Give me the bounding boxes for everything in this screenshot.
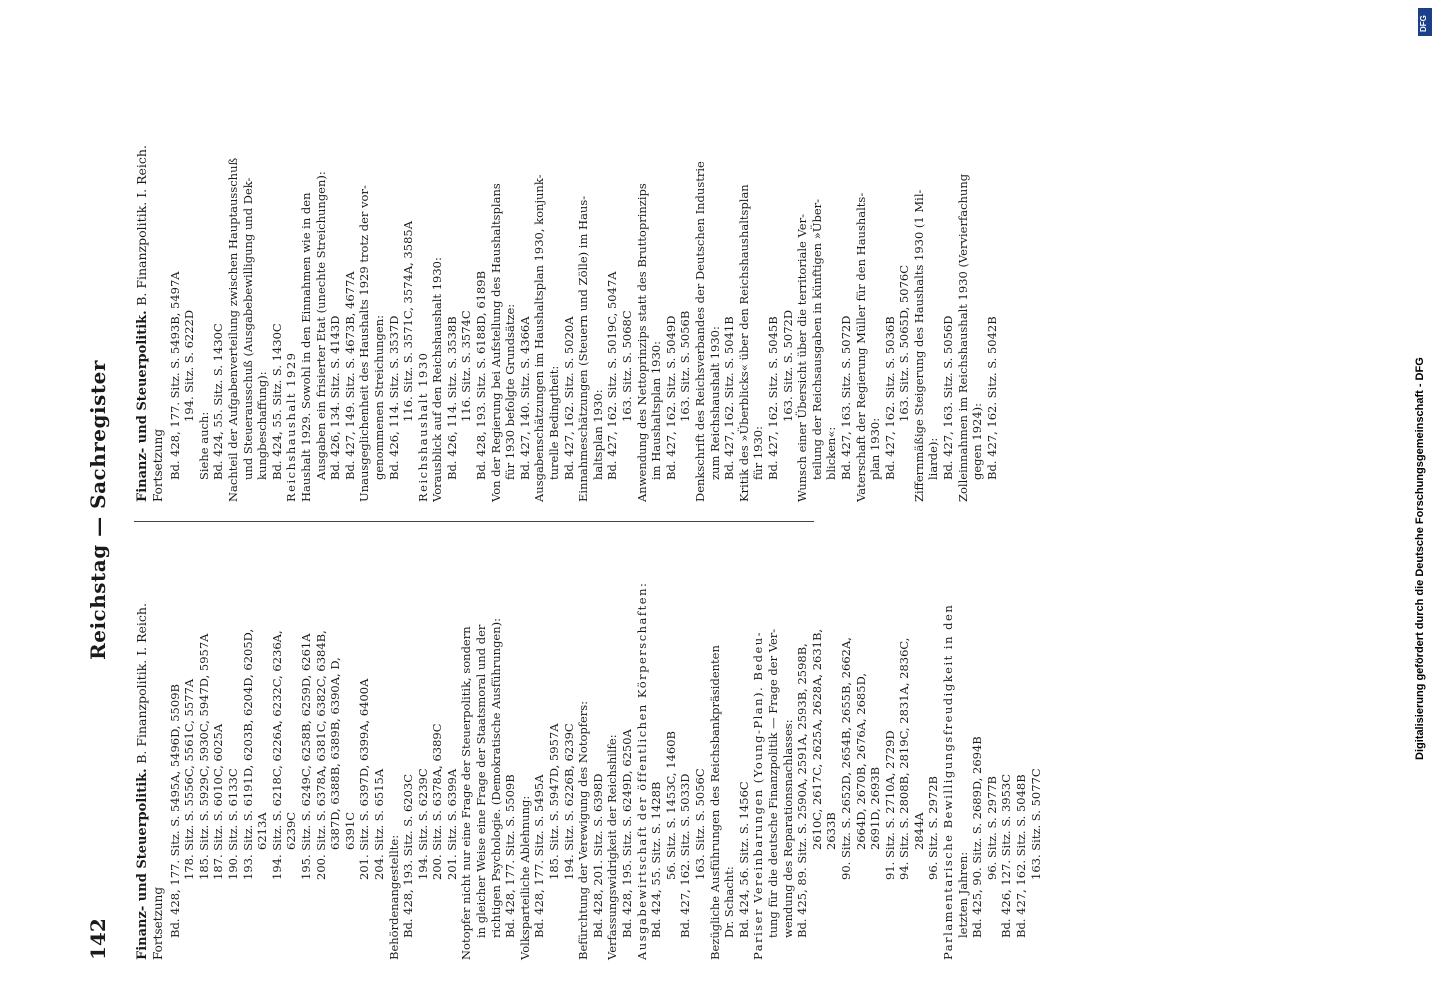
right-index-line: im Haushaltsplan 1930: bbox=[649, 341, 664, 480]
right-index-line: kungbeschaffung): bbox=[255, 371, 270, 480]
left-index-line: 185. Sitz. S. 5947D, 5957A bbox=[547, 723, 562, 880]
right-index-line: Bd. 426, 114. Sitz. S. 3537D bbox=[386, 315, 401, 480]
left-index-line: Bd. 427, 162. Sitz. S. 5033D bbox=[678, 773, 693, 938]
right-index-line: 194. Sitz. S. 6222D bbox=[182, 309, 197, 422]
left-index-line: Bd. 428, 177. Sitz. S. 5495A bbox=[532, 774, 547, 938]
left-index-line: Bd. 428, 201. Sitz. S. 6398D bbox=[590, 773, 605, 938]
left-index-line: wendung des Reparationsnachlasses: bbox=[780, 719, 795, 938]
left-index-line: Bd. 426, 127. Sitz. S. 3953C bbox=[999, 773, 1014, 938]
left-index-line: in gleicher Weise eine Frage der Staatsmoral und der bbox=[474, 624, 489, 938]
right-index-line: genommenen Streichungen: bbox=[371, 315, 386, 480]
right-index-line: Bd. 424, 55. Sitz. S. 1430C bbox=[211, 323, 226, 480]
left-index-line: Pariser Vereinbarungen (Young-Plan). Bedeu- bbox=[751, 630, 766, 960]
page-number: 142 bbox=[86, 918, 110, 960]
left-index-line: 204. Sitz. S. 6515A bbox=[371, 768, 386, 880]
right-index-line: 163. Sitz. S. 5072D bbox=[780, 309, 795, 422]
left-index-line: Verfassungswidrigkeit der Reichshilfe: bbox=[605, 734, 620, 960]
right-index-line: 116. Sitz. S. 3574C bbox=[459, 310, 474, 422]
right-index-line: zum Reichshaushalt 1930: bbox=[707, 326, 722, 480]
left-index-line: 201. Sitz. S. 6397D, 6399A, 6400A bbox=[357, 678, 372, 880]
right-index-line: liarde): bbox=[926, 437, 941, 480]
right-index-line: Bd. 427, 162. Sitz. S. 5042B bbox=[984, 316, 999, 480]
right-index-line: 163. Sitz. S. 5068C bbox=[620, 310, 634, 422]
right-index-line: 163. Sitz. S. 5056B bbox=[678, 310, 693, 422]
left-index-line: Bd. 428, 195. Sitz. S. 6249D, 6250A bbox=[620, 729, 634, 938]
left-index-line: Bd. 428, 193. Sitz. S. 6203C bbox=[401, 773, 416, 938]
right-index-line: Bd. 424, 55. Sitz. S. 1430C bbox=[269, 323, 284, 480]
left-index-line: 200. Sitz. S. 6378A, 6381C, 6382C, 6384B, bbox=[313, 630, 328, 880]
left-index-line: 2691D, 2693B bbox=[868, 766, 883, 850]
right-column bbox=[134, 60, 999, 502]
left-column-heading bbox=[134, 535, 151, 960]
left-index-line: 190. Sitz. S. 6133C bbox=[225, 768, 240, 880]
right-index-line: Bd. 428, 177. Sitz. S. 5493B, 5497A bbox=[167, 271, 182, 480]
right-index-line: Bd. 426, 114. Sitz. S. 3538B bbox=[444, 316, 459, 480]
left-index-line: 163. Sitz. S. 5056C bbox=[692, 768, 707, 880]
right-heading-main: Finanz- und Steuerpolitik. bbox=[135, 310, 150, 502]
column-divider bbox=[134, 521, 814, 522]
right-index-line: turelle Bedingtheit: bbox=[547, 365, 562, 480]
left-index-line: 6391C bbox=[342, 811, 357, 850]
right-index-line: Bd. 426, 134. Sitz. S. 4143D bbox=[328, 315, 343, 480]
right-index-line: Ziffernmäßige Steigerung des Haushalts 1930 (1 Mil- bbox=[911, 189, 926, 502]
left-index-line: 178. Sitz. S. 5556C, 5561C, 5577A bbox=[182, 678, 197, 880]
left-index-line: 201. Sitz. S. 6399A bbox=[444, 768, 459, 880]
left-heading-rest: B. Finanzpolitik. I. Reich. bbox=[134, 603, 149, 764]
dfg-logo-text: DFG bbox=[1419, 15, 1428, 32]
left-index-line: 163. Sitz. S. 5077C bbox=[1028, 768, 1043, 880]
left-index-line: 194. Sitz. S. 6226B, 6239C bbox=[561, 723, 576, 880]
left-index-line: 195. Sitz. S. 6249C, 6258B, 6259D, 6261A bbox=[298, 633, 313, 880]
left-index-line: Bd. 425, 89. Sitz. S. 2590A, 2591A, 2593B, 2598B, bbox=[795, 643, 810, 938]
right-index-line: Kritik des »Überblicks« über den Reichshaushaltsplan bbox=[736, 184, 751, 502]
left-index-line: 6239C bbox=[284, 811, 299, 850]
right-index-line: 116. Sitz. S. 3571C, 3574A, 3585A bbox=[401, 220, 416, 422]
right-index-line: Bd. 427, 162. Sitz. S. 5049D bbox=[663, 315, 678, 480]
right-index-line: und Steuerausschuß (Ausgabebewilligung und Dek- bbox=[240, 177, 255, 480]
left-index-line: 96. Sitz. S. 2977B bbox=[984, 776, 999, 880]
right-index-line: Bd. 427, 149. Sitz. S. 4673B, 4677A bbox=[342, 271, 357, 480]
left-continued-label: Fortsetzung bbox=[151, 887, 165, 960]
left-index-line: 91. Sitz. S. 2710A, 2729D bbox=[882, 730, 897, 880]
right-index-line: Bd. 427, 162. Sitz. S. 5036B bbox=[882, 316, 897, 480]
right-index-line: Zolleinnahmen im Reichshaushalt 1930 (Vervierfachung bbox=[955, 173, 970, 502]
left-heading-main: Finanz- und Steuerpolitik. bbox=[135, 768, 150, 960]
right-index-line: Reichshaushalt 1930 bbox=[415, 351, 430, 502]
left-index-line: Bd. 424, 56. Sitz. S. 1456C bbox=[736, 781, 751, 938]
right-index-line: gegen 1924): bbox=[970, 402, 985, 480]
left-index-line: 96. Sitz. S. 2972B bbox=[926, 776, 941, 880]
left-index-line: Befürchtung der Verewigung des Notopfers: bbox=[576, 700, 591, 960]
right-index-line: Bd. 427, 162. Sitz. S. 5019C, 5047A bbox=[605, 271, 620, 480]
right-index-line: Bd. 427, 163. Sitz. S. 5056D bbox=[941, 315, 956, 480]
scanned-page bbox=[80, 60, 1360, 960]
right-index-line: haltsplan 1930: bbox=[590, 389, 605, 480]
running-head bbox=[80, 60, 120, 960]
right-index-line: Bd. 427, 140. Sitz. S. 4366A bbox=[517, 316, 532, 480]
left-index-line: Bd. 424, 55. Sitz. S. 1428B bbox=[649, 781, 664, 938]
right-index-line: Vorausblick auf den Reichshaushalt 1930: bbox=[430, 257, 445, 502]
right-index-line: Reichshaushalt 1929 bbox=[284, 351, 299, 502]
dfg-logo bbox=[1418, 8, 1432, 36]
right-index-line: Bd. 428, 193. Sitz. S. 6188D, 6189B bbox=[474, 270, 489, 480]
right-index-line: blicken«: bbox=[824, 426, 839, 480]
right-continued-label: Fortsetzung bbox=[151, 429, 165, 502]
right-index-line: teilung der Reichsausgaben in künftigen »Über- bbox=[809, 198, 824, 480]
right-index-line: Unausgeglichenheit des Haushalts 1929 trotz der vor- bbox=[357, 185, 372, 502]
left-index-line: Parlamentarische Bewilligungsfreudigkeit in den bbox=[941, 603, 956, 960]
right-column-heading bbox=[134, 60, 151, 502]
right-index-line: Siehe auch: bbox=[196, 411, 211, 480]
right-index-line: Bd. 427, 163. Sitz. S. 5072D bbox=[838, 315, 853, 480]
left-index-line: 2633B bbox=[824, 812, 839, 850]
right-index-line: Vaterschaft der Regierung Müller für den Haushalts- bbox=[853, 192, 868, 502]
left-column bbox=[134, 535, 1043, 960]
left-index-line: Notopfer nicht nur eine Frage der Steuerpolitik, sondern bbox=[459, 626, 474, 960]
right-index-line: Bd. 427, 162. Sitz. S. 5045B bbox=[765, 316, 780, 480]
right-heading-rest: B. Finanzpolitik. I. Reich. bbox=[134, 145, 149, 306]
right-index-line: Von der Regierung bei Aufstellung des Haushaltsplans bbox=[488, 183, 503, 502]
left-index-line: 200. Sitz. S. 6378A, 6389C bbox=[430, 723, 445, 880]
digitization-note-text: Digitalisierung gefördert durch die Deutsche Forschungsgemeinschaft - DFG bbox=[1414, 357, 1426, 760]
right-index-line: Denkschrift des Reichsverbandes der Deutschen Industrie bbox=[692, 161, 707, 502]
left-index-line: 56. Sitz. S. 1453C, 1460B bbox=[663, 731, 678, 880]
left-index-line: Volksparteiliche Ablehnung: bbox=[517, 795, 532, 960]
digitization-note bbox=[1410, 0, 1432, 1000]
right-entries bbox=[168, 60, 1000, 502]
left-index-line: Bezügliche Ausführungen des Reichsbankpräsidenten bbox=[707, 645, 722, 960]
left-index-line: 6387D, 6388B, 6389B, 6390A, D, bbox=[328, 657, 343, 850]
left-index-line: Ausgabewirtschaft der öffentlichen Körperschaften: bbox=[634, 581, 649, 960]
right-index-line: für 1930 befolgte Grundsätze: bbox=[503, 303, 518, 480]
left-index-line: Bd. 428, 177. Sitz. S. 5495A, 5496D, 5509B bbox=[167, 684, 182, 938]
left-index-line: 194. Sitz. S. 6239C bbox=[415, 768, 430, 880]
left-index-line: letzten Jahren: bbox=[955, 851, 970, 938]
left-index-line: Dr. Schacht: bbox=[722, 866, 737, 938]
left-index-line: tung für die deutsche Finanzpolitik — Frage der Ver- bbox=[765, 628, 780, 938]
right-index-line: Bd. 427, 162. Sitz. S. 5041B bbox=[722, 316, 737, 480]
left-index-line: 2664D, 2670B, 2676A, 2685D, bbox=[853, 672, 868, 850]
left-index-line: 94. Sitz. S. 2808B, 2819C, 2831A, 2836C, bbox=[897, 637, 912, 880]
left-entries bbox=[168, 535, 1044, 960]
left-index-line: Behördenangestellte: bbox=[386, 834, 401, 960]
left-index-line: Bd. 427, 162. Sitz. S. 5048B bbox=[1014, 774, 1029, 938]
left-index-line: 193. Sitz. S. 6191D, 6203B, 6204D, 6205D, bbox=[240, 628, 255, 880]
left-index-line: 185. Sitz. S. 5929C, 5930C, 5947D, 5957A bbox=[196, 633, 211, 880]
right-index-line: Bd. 427, 162. Sitz. S. 5020A bbox=[561, 316, 576, 480]
left-index-line: richtigen Psychologie. (Demokratische Ausführungen): bbox=[488, 617, 503, 938]
left-index-line: Bd. 428, 177. Sitz. S. 5509B bbox=[503, 774, 518, 938]
left-index-line: Bd. 425, 90. Sitz. S. 2689D, 2694B bbox=[970, 736, 985, 938]
running-title: Reichstag — Sachregister bbox=[86, 360, 110, 660]
left-index-line: 90. Sitz. S. 2652D, 2654B, 2655B, 2662A, bbox=[838, 637, 853, 880]
left-index-line: 6213A bbox=[255, 812, 270, 850]
right-index-line: plan 1930: bbox=[868, 417, 883, 480]
left-index-line: 2844A bbox=[911, 812, 926, 850]
left-index-line: 194. Sitz. S. 6218C, 6226A, 6232C, 6236A, bbox=[269, 630, 284, 880]
left-index-line: 2610C, 2617C, 2625A, 2628A, 2631B, bbox=[809, 628, 824, 850]
right-index-line: Ausgaben ein frisierter Etat (unechte Streichungen): bbox=[313, 171, 328, 480]
right-index-line: Haushalt 1929. Sowohl in den Einnahmen wie in den bbox=[298, 192, 313, 502]
right-index-line: Nachteil der Aufgabenverteilung zwischen Hauptausschuß bbox=[225, 157, 240, 502]
right-index-line: Wunsch einer Übersicht über die territoriale Ver- bbox=[795, 214, 810, 502]
right-index-line: 163. Sitz. S. 5065D, 5076C bbox=[897, 264, 912, 422]
right-index-line: Ausgabenschätzungen im Haushaltsplan 1930, konjunk- bbox=[532, 174, 547, 502]
right-index-line: Anwendung des Nettoprinzips statt des Bruttoprinzips bbox=[634, 183, 649, 502]
right-index-line: Einnahmeschätzungen (Steuern und Zölle) im Haus- bbox=[576, 195, 591, 502]
right-index-line: für 1930: bbox=[751, 426, 766, 480]
left-index-line: 187. Sitz. S. 6010C, 6025A bbox=[211, 723, 226, 880]
